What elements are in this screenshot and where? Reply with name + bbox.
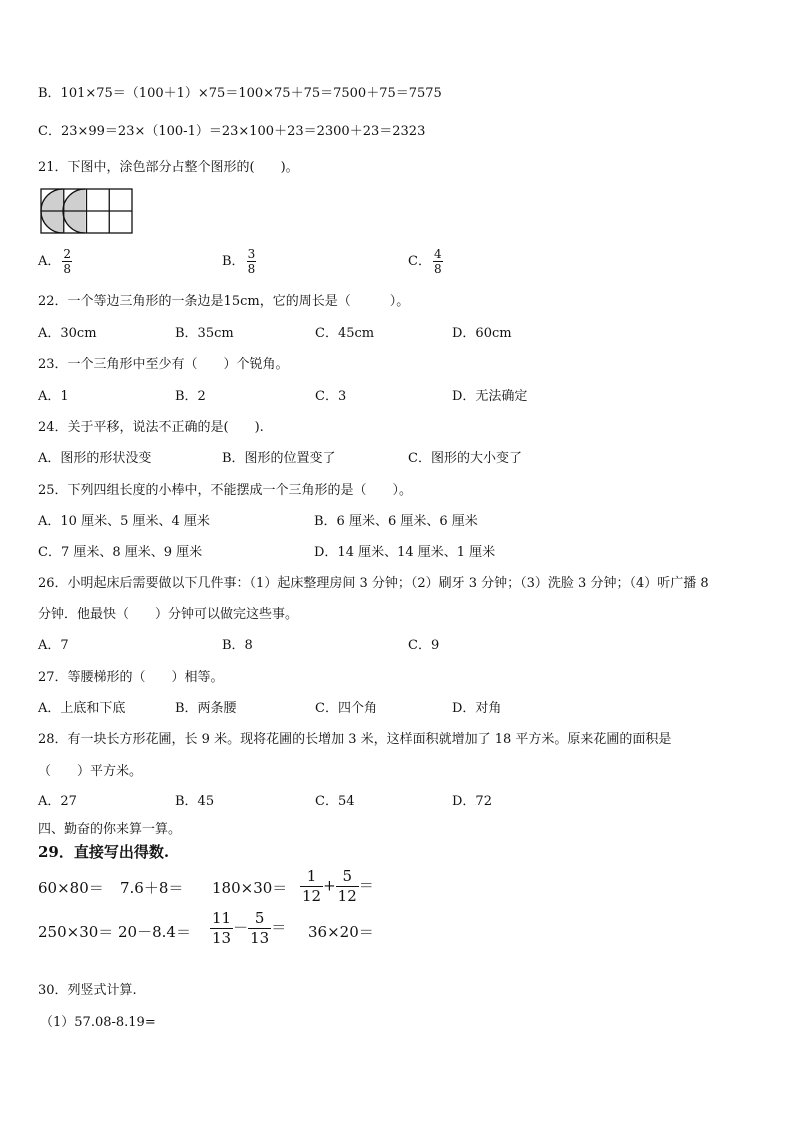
q21-option-a[interactable]: A． $\frac{2}{8}$ <box>38 247 72 276</box>
section-heading: 四、勤奋的你来算一算。 <box>38 822 182 837</box>
q21-option-b[interactable]: B． $\frac{3}{8}$ <box>222 247 256 276</box>
fraction: $\frac{5}{12}$ <box>337 867 357 905</box>
fraction: $\frac{5}{13}$ <box>250 909 270 947</box>
q25-option-b[interactable]: B．6 厘米、6 厘米、6 厘米 <box>314 514 478 529</box>
q30-item-1: （1）57.08-8.19= <box>40 1015 156 1030</box>
question-29-title: 29．直接写出得数. <box>38 843 170 861</box>
q25-option-a[interactable]: A．10 厘米、5 厘米、4 厘米 <box>38 514 210 529</box>
calc-item: 36×20＝ <box>308 923 374 941</box>
q26-option-c[interactable]: C．9 <box>408 638 440 653</box>
q22-option-a[interactable]: A．30cm <box>38 326 97 341</box>
calc-item: 20－8.4＝ <box>118 923 191 941</box>
calc-item: 7.6＋8＝ <box>120 879 184 897</box>
fraction: $\frac{2}{8}$ <box>63 247 72 276</box>
q24-option-c[interactable]: C．图形的大小变了 <box>408 451 522 466</box>
option-b-line: B．101×75＝（100＋1）×75＝100×75＋75＝7500＋75＝7575 <box>38 86 442 101</box>
fraction: $\frac{4}{8}$ <box>433 247 442 276</box>
question-25: 25．下列四组长度的小棒中，不能摆成一个三角形的是（ ）。 <box>38 483 413 498</box>
question-21: 21．下图中，涂色部分占整个图形的( )。 <box>38 160 299 175</box>
q27-option-b[interactable]: B．两条腰 <box>175 701 237 716</box>
question-24: 24．关于平移，说法不正确的是( ). <box>38 420 264 435</box>
question-28-line1: 28．有一块长方形花圃，长 9 米。现将花圃的长增加 3 米，这样面积就增加了 18 平方米。原来花圃的面积是 <box>38 732 672 747</box>
q23-option-c[interactable]: C．3 <box>315 389 347 404</box>
calc-item: 250×30＝ <box>38 923 114 941</box>
q28-option-a[interactable]: A．27 <box>38 794 77 809</box>
q23-option-d[interactable]: D．无法确定 <box>452 389 528 404</box>
q27-option-d[interactable]: D．对角 <box>452 701 502 716</box>
calc-fraction-expression: $\frac{11}{13}$ － $\frac{5}{13}$ ＝ <box>212 909 287 947</box>
q27-option-a[interactable]: A．上底和下底 <box>38 701 126 716</box>
q25-option-c[interactable]: C．7 厘米、8 厘米、9 厘米 <box>38 545 203 560</box>
fraction: $\frac{11}{13}$ <box>212 909 232 947</box>
question-28-line2: （ ）平方米。 <box>38 764 143 779</box>
question-26-line2: 分钟．他最快（ ）分钟可以做完这些事。 <box>38 607 299 622</box>
q25-option-d[interactable]: D．14 厘米、14 厘米、1 厘米 <box>314 545 496 560</box>
q27-option-c[interactable]: C．四个角 <box>315 701 377 716</box>
question-23: 23．一个三角形中至少有（ ）个锐角。 <box>38 357 289 372</box>
option-c-line: C．23×99＝23×（100-1）＝23×100＋23＝2300＋23＝2323 <box>38 124 426 139</box>
fraction: $\frac{3}{8}$ <box>247 247 256 276</box>
q26-option-b[interactable]: B．8 <box>222 638 253 653</box>
q28-option-d[interactable]: D．72 <box>452 794 492 809</box>
calc-item: 60×80＝ <box>38 879 104 897</box>
question-27: 27．等腰梯形的（ ）相等。 <box>38 670 224 685</box>
q22-option-b[interactable]: B．35cm <box>175 326 234 341</box>
question-26-line1: 26．小明起床后需要做以下几件事：（1）起床整理房间 3 分钟；（2）刷牙 3 分钟；（3）洗脸 3 分钟；（4）听广播 8 <box>38 576 709 591</box>
q23-option-b[interactable]: B．2 <box>175 389 206 404</box>
calc-fraction-expression: $\frac{1}{12}$ + $\frac{5}{12}$ ＝ <box>302 867 374 905</box>
q24-option-a[interactable]: A．图形的形状没变 <box>38 451 152 466</box>
q28-option-b[interactable]: B．45 <box>175 794 215 809</box>
calc-item: 180×30＝ <box>212 879 288 897</box>
q22-option-c[interactable]: C．45cm <box>315 326 375 341</box>
q24-option-b[interactable]: B．图形的位置变了 <box>222 451 336 466</box>
q23-option-a[interactable]: A．1 <box>38 389 69 404</box>
question-22: 22．一个等边三角形的一条边是15cm，它的周长是（ ）。 <box>38 294 410 309</box>
q22-option-d[interactable]: D．60cm <box>452 326 512 341</box>
q21-shaded-grid-figure <box>40 188 134 234</box>
q26-option-a[interactable]: A．7 <box>38 638 69 653</box>
fraction: $\frac{1}{12}$ <box>302 867 322 905</box>
q21-option-c[interactable]: C． $\frac{4}{8}$ <box>408 247 442 276</box>
question-30-title: 30．列竖式计算. <box>38 983 137 998</box>
q28-option-c[interactable]: C．54 <box>315 794 355 809</box>
